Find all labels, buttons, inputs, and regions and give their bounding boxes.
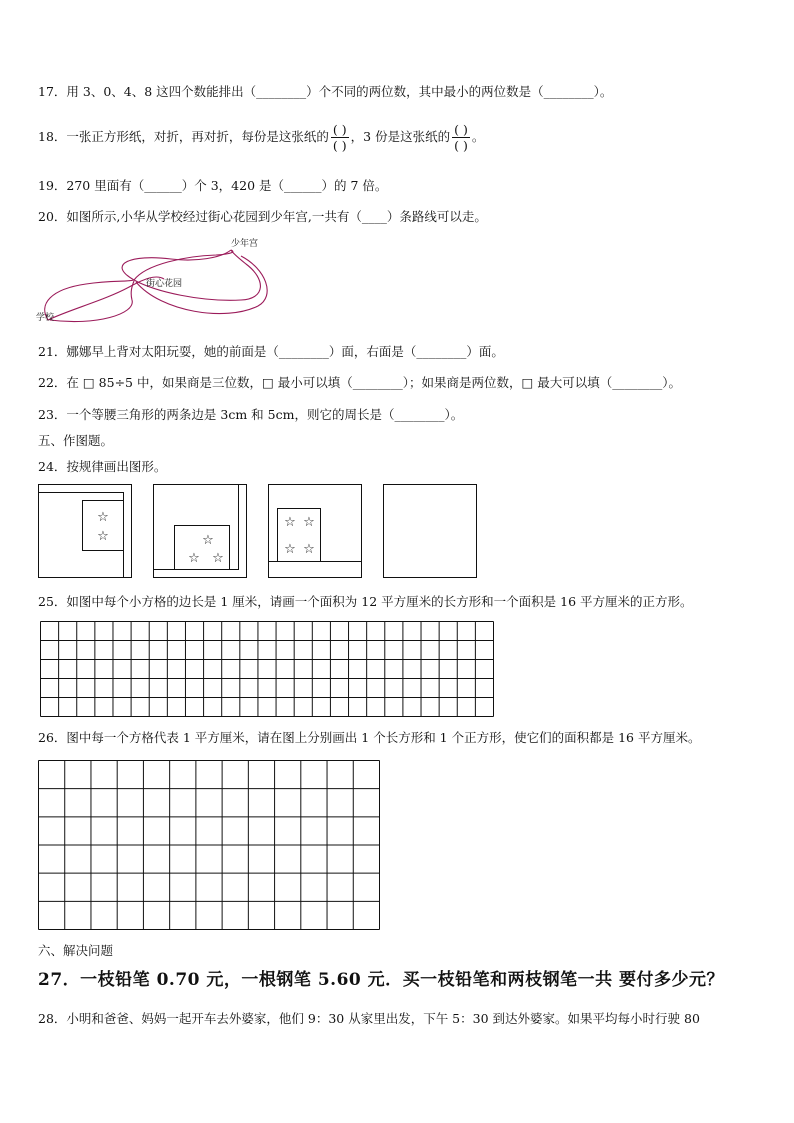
star-icon: ☆ — [202, 533, 214, 548]
star-icon: ☆ — [97, 510, 109, 525]
fraction-blank-2[interactable]: $\frac{( )}{( )}$ — [454, 122, 468, 153]
question-19: 19．270 里面有（______）个 3，420 是（______）的 7 倍。 — [38, 178, 388, 193]
star-icon: ☆ — [188, 551, 200, 566]
fraction-blank-1[interactable]: $\frac{( )}{( )}$ — [332, 122, 347, 153]
star-icon: ☆ — [284, 542, 296, 557]
pattern-box-2 — [154, 485, 247, 578]
grid-26[interactable] — [38, 760, 380, 930]
question-28: 28．小明和爸爸、妈妈一起开车去外婆家，他们 9：30 从家里出发，下午 5：30 到达外婆家。如果平均每小时行驶 80 — [38, 1011, 700, 1026]
pattern-box-1 — [39, 485, 132, 578]
palace-label: 少年宫 — [231, 239, 259, 249]
question-24: 24．按规律画出图形。 — [38, 459, 167, 474]
section-5-heading: 五、作图题。 — [38, 433, 114, 448]
pattern-box-4 — [384, 485, 477, 578]
question-18-text-c: 。 — [471, 129, 485, 144]
question-18 — [38, 122, 484, 153]
question-21: 21．娜娜早上背对太阳玩耍，她的前面是（________）面，右面是（________）面。 — [38, 344, 504, 359]
question-17: 17．用 3、0、4、8 这四个数能排出（________）个不同的两位数，其中最小的两位数是（________）。 — [38, 84, 613, 99]
star-icon: ☆ — [303, 542, 315, 557]
question-23: 23．一个等腰三角形的两条边是 3cm 和 5cm，则它的周长是（________）。 — [38, 407, 464, 422]
star-icon: ☆ — [303, 515, 315, 530]
route-map — [36, 234, 276, 326]
star-icon: ☆ — [212, 551, 224, 566]
question-27: 27．一枝铅笔 0.70 元，一根钢笔 5.60 元．买一枝铅笔和两枝钢笔一共 要付多少元？ — [38, 970, 725, 990]
grid-25[interactable] — [40, 621, 494, 717]
star-icon: ☆ — [284, 515, 296, 530]
pattern-figures — [38, 484, 478, 578]
question-20: 20．如图所示,小华从学校经过街心花园到少年宫,一共有（____）条路线可以走。 — [38, 209, 487, 224]
question-18-text-a: 18．一张正方形纸，对折，再对折，每份是这张纸的 — [38, 129, 329, 144]
section-6-heading: 六、解决问题 — [38, 943, 114, 958]
question-18-text-b: ，3 份是这张纸的 — [350, 129, 451, 144]
question-25: 25．如图中每个小方格的边长是 1 厘米，请画一个面积为 12 平方厘米的长方形和一个面积是 16 平方厘米的正方形。 — [38, 594, 693, 609]
question-22: 22．在 □ 85÷5 中，如果商是三位数，□ 最小可以填（________）；如果商是两位数，□ 最大可以填（________）。 — [38, 375, 682, 390]
pattern-box-3 — [269, 485, 362, 578]
star-icon: ☆ — [97, 529, 109, 544]
question-26: 26．图中每一个方格代表 1 平方厘米，请在图上分别画出 1 个长方形和 1 个正方形，使它们的面积都是 16 平方厘米。 — [38, 730, 701, 745]
garden-label: 街心花园 — [146, 279, 183, 289]
school-label: 学校 — [36, 313, 55, 323]
